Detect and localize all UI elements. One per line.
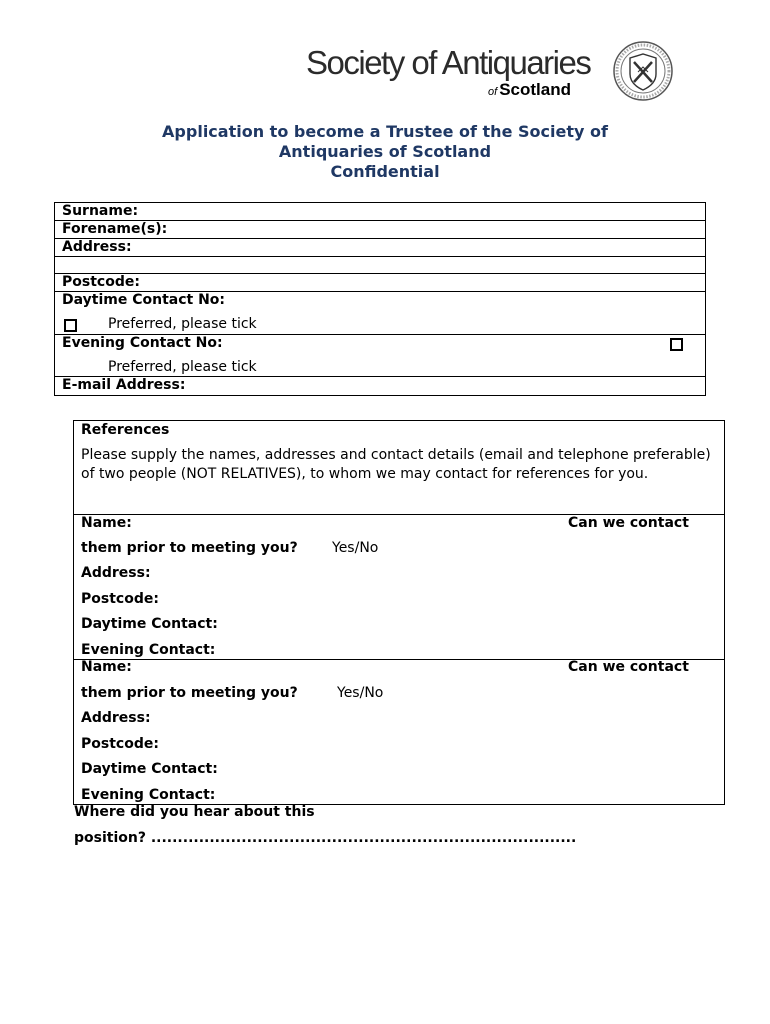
postcode-label: Postcode: — [62, 274, 140, 290]
forenames-label: Forename(s): — [62, 221, 168, 237]
evening-preferred-checkbox[interactable] — [670, 338, 683, 351]
surname-row[interactable] — [55, 203, 705, 221]
address-row[interactable] — [55, 239, 705, 257]
postcode-row[interactable] — [55, 274, 705, 292]
ref1-evening-label: Evening Contact: — [81, 642, 216, 658]
page-title — [0, 122, 770, 182]
society-seal-icon — [612, 40, 674, 102]
daytime-contact-row — [55, 292, 705, 335]
address-label: Address: — [62, 239, 132, 255]
evening-preferred-label: Preferred, please tick — [108, 359, 257, 375]
where-heard-answer-line[interactable]: position? ................................................................................ — [74, 830, 577, 846]
ref1-daytime-label: Daytime Contact: — [81, 616, 218, 632]
ref2-evening-label: Evening Contact: — [81, 787, 216, 803]
ref1-yes-no[interactable]: Yes/No — [332, 540, 379, 556]
address-line-2-row[interactable] — [55, 257, 705, 274]
email-row[interactable] — [55, 377, 705, 394]
title-line-3: Confidential — [330, 162, 440, 181]
ref1-name-label: Name: — [81, 515, 132, 531]
logo-of: of — [488, 86, 498, 98]
references-instructions: Please supply the names, addresses and contact details (email and telephone preferable) of two people (NOT RELATIVES), to whom we may contact for references for you. — [81, 447, 711, 482]
ref1-can-contact-label: Can we contact — [568, 515, 689, 531]
logo-org-name: Society of Antiquaries — [306, 44, 591, 81]
surname-label: Surname: — [62, 203, 139, 219]
logo-region — [488, 80, 571, 100]
evening-contact-label: Evening Contact No: — [62, 335, 223, 351]
logo-region-name: Scotland — [499, 80, 571, 99]
personal-details-table — [54, 202, 706, 396]
forenames-row[interactable] — [55, 221, 705, 239]
evening-contact-row — [55, 335, 705, 377]
ref2-can-contact-label: Can we contact — [568, 659, 689, 675]
references-table — [73, 420, 725, 805]
ref2-address-label: Address: — [81, 710, 151, 726]
references-heading: References — [81, 422, 170, 438]
daytime-preferred-checkbox[interactable] — [64, 319, 77, 332]
society-logo — [306, 40, 684, 108]
daytime-preferred-label: Preferred, please tick — [108, 316, 257, 332]
ref2-yes-no[interactable]: Yes/No — [337, 685, 384, 701]
ref2-postcode-label: Postcode: — [81, 736, 159, 752]
daytime-contact-label: Daytime Contact No: — [62, 292, 226, 308]
where-heard-question: Where did you hear about this — [74, 804, 315, 820]
ref1-postcode-label: Postcode: — [81, 591, 159, 607]
ref2-daytime-label: Daytime Contact: — [81, 761, 218, 777]
ref2-prior-label: them prior to meeting you? — [81, 685, 298, 701]
title-line-1: Application to become a Trustee of the Society of — [162, 122, 608, 141]
ref2-name-label: Name: — [81, 659, 132, 675]
title-line-2: Antiquaries of Scotland — [278, 142, 492, 161]
email-label: E-mail Address: — [62, 377, 186, 393]
ref1-address-label: Address: — [81, 565, 151, 581]
ref1-prior-label: them prior to meeting you? — [81, 540, 298, 556]
